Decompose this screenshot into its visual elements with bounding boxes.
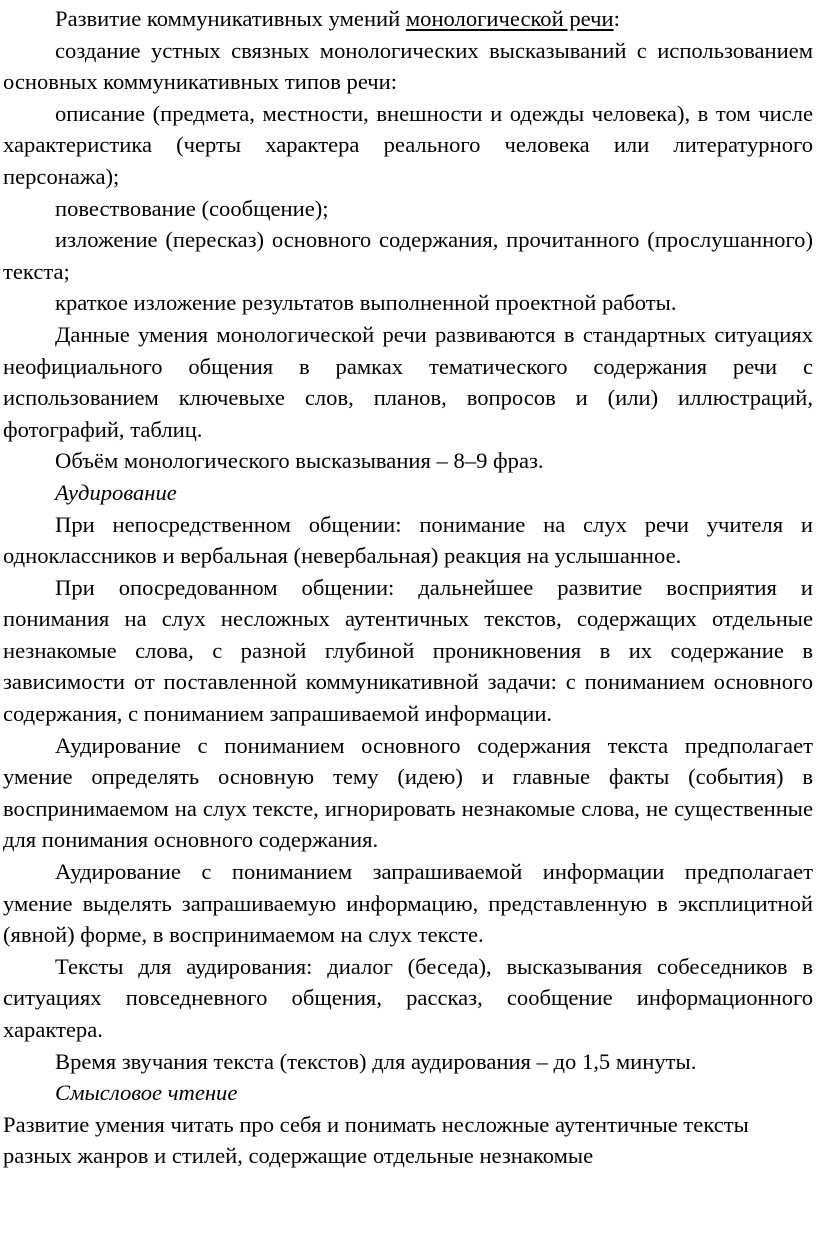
- paragraph-monologue-skills-end: :: [613, 6, 620, 31]
- paragraph-reading-skills: Развитие умения читать про себя и понимать несложные аутентичные тексты разных жанров и стилей, содержащие отдельные незнакомые: [3, 1111, 749, 1169]
- section-heading-reading: Смысловое чтение: [55, 1080, 238, 1106]
- paragraph-monologue-skills: [3, 3, 813, 35]
- section-heading-listening: Аудирование: [55, 479, 177, 505]
- paragraph-oral-statements: создание устных связных монологических высказываний с использованием основных коммуникативных типов речи:: [3, 37, 813, 95]
- paragraph-listening-texts: Тексты для аудирования: диалог (беседа), высказывания собеседников в ситуациях повседневного общения, рассказ, сообщение информационного характера.: [3, 953, 813, 1042]
- paragraph-indirect-communication: При опосредованном общении: дальнейшее развитие восприятия и понимания на слух несложных аутентичных текстов, содержащих отдельные незнакомые слова, с разной глубиной проникновения в их содержание в зависимости от поставленной коммуникативной задачи: с пониманием основного содержания, с пониманием запрашиваемой информации.: [3, 574, 813, 727]
- paragraph-description: описание (предмета, местности, внешности и одежды человека), в том числе характеристика (черты характера реального человека или литературного персонажа);: [3, 100, 813, 189]
- paragraph-project-summary: краткое изложение результатов выполненной проектной работы.: [55, 290, 677, 316]
- paragraph-listening-duration: Время звучания текста (текстов) для аудирования – до 1,5 минуты.: [55, 1048, 697, 1074]
- paragraph-retelling: изложение (пересказ) основного содержания, прочитанного (прослушанного) текста;: [3, 227, 813, 284]
- paragraph-volume: Объём монологического высказывания – 8–9 фраз.: [55, 448, 544, 474]
- paragraph-narration: повествование (сообщение);: [55, 195, 329, 221]
- paragraph-main-content-listening: Аудирование с пониманием основного содержания текста предполагает умение определять основную тему (идею) и главные факты (события) в воспринимаемом на слух тексте, игнорировать незнакомые слова, не существенные для понимания основного содержания.: [3, 732, 813, 853]
- paragraph-monologue-skills-start: Развитие коммуникативных умений: [55, 6, 406, 31]
- paragraph-requested-info-listening: Аудирование с пониманием запрашиваемой информации предполагает умение выделять запрашиваемую информацию, представленную в эксплицитной (явной) форме, в воспринимаемом на слух тексте.: [3, 859, 813, 948]
- paragraph-direct-communication: При непосредственном общении: понимание на слух речи учителя и одноклассников и вербальная (невербальная) реакция на услышанное.: [3, 511, 813, 569]
- paragraph-situations: Данные умения монологической речи развиваются в стандартных ситуациях неофициального общения в рамках тематического содержания речи с использованием ключевыхе слов, планов, вопросов и (или) иллюстраций, фотографий, таблиц.: [3, 321, 813, 442]
- underlined-term: монологической речи: [405, 6, 614, 31]
